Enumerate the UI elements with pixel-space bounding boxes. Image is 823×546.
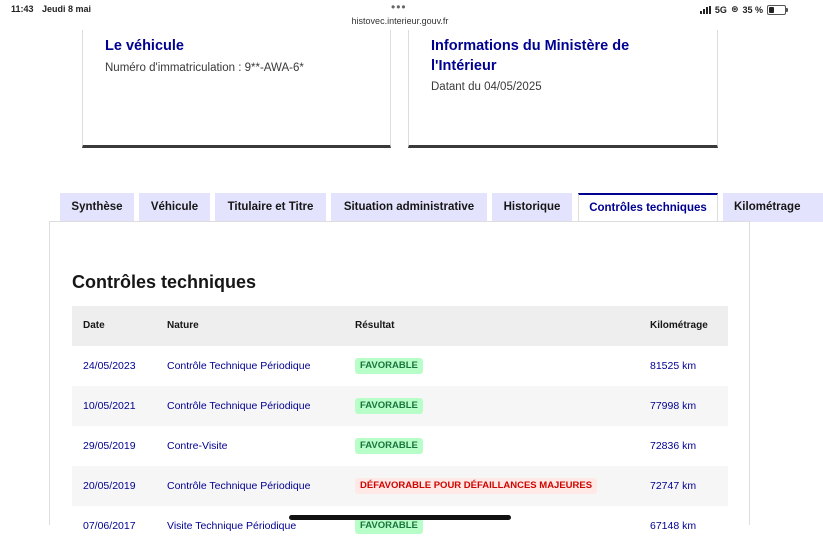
section-title: Contrôles techniques: [72, 272, 257, 292]
result-badge: DÉFAVORABLE POUR DÉFAILLANCES MAJEURES: [355, 478, 597, 494]
tab-controles-techniques[interactable]: Contrôles techniques: [578, 193, 718, 222]
technical-inspections-table: [72, 306, 728, 546]
tab-vehicule[interactable]: Véhicule: [139, 193, 210, 222]
result-badge: FAVORABLE: [355, 358, 423, 374]
url-bar[interactable]: histovec.interieur.gouv.fr: [351, 16, 449, 26]
table-row: [72, 386, 728, 426]
tab-historique[interactable]: Historique: [492, 193, 572, 222]
table-row: [72, 426, 728, 466]
column-header-date: Date: [83, 320, 105, 331]
row-mileage: 72836 km: [650, 440, 697, 452]
status-time: 11:43: [11, 4, 34, 14]
ministry-card-title[interactable]: Informations du Ministère de l'Intérieur: [431, 38, 630, 74]
row-nature: Contre-Visite: [167, 440, 228, 452]
row-nature: Contrôle Technique Périodique: [167, 480, 311, 492]
row-mileage: 67148 km: [650, 520, 697, 532]
row-date: 24/05/2023: [83, 360, 136, 372]
battery-fill: [769, 7, 774, 13]
cellular-signal-icon: [700, 6, 711, 14]
battery-icon: [767, 5, 786, 15]
network-type: 5G: [714, 4, 727, 15]
table-row: [72, 506, 728, 546]
registration-number: Numéro d'immatriculation : 9**-AWA-6*: [105, 62, 304, 74]
tab-synthese[interactable]: Synthèse: [60, 193, 134, 222]
result-badge: FAVORABLE: [355, 438, 423, 454]
table-row: [72, 466, 728, 506]
column-header-nature: Nature: [167, 320, 199, 331]
tab-titulaire[interactable]: Titulaire et Titre: [215, 193, 326, 222]
table-row: [72, 346, 728, 386]
ministry-card: [408, 30, 718, 148]
ministry-date: Datant du 04/05/2025: [431, 81, 542, 93]
status-indicators: [700, 4, 786, 15]
battery-percent: 35 %: [742, 4, 763, 15]
row-date: 29/05/2019: [83, 440, 136, 452]
row-date: 07/06/2017: [83, 520, 136, 532]
result-badge: FAVORABLE: [355, 398, 423, 414]
result-badge: FAVORABLE: [355, 518, 423, 534]
tab-situation-administrative[interactable]: Situation administrative: [331, 193, 487, 222]
row-nature: Contrôle Technique Périodique: [167, 400, 311, 412]
row-nature: Visite Technique Périodique: [167, 520, 297, 532]
vehicle-card-title[interactable]: Le véhicule: [105, 38, 184, 54]
orientation-lock-icon: ⊛: [730, 4, 739, 14]
row-mileage: 72747 km: [650, 480, 697, 492]
tab-list: [60, 193, 801, 222]
multitasking-dots-icon[interactable]: •••: [391, 0, 407, 14]
column-header-mileage: Kilométrage: [650, 320, 708, 331]
vehicle-card: [82, 30, 391, 148]
table-header: [72, 306, 728, 346]
status-date: Jeudi 8 mai: [42, 4, 92, 14]
column-header-result: Résultat: [355, 320, 395, 331]
tab-kilometrage[interactable]: Kilométrage: [723, 193, 823, 222]
status-bar: [0, 0, 800, 30]
home-indicator[interactable]: [289, 515, 511, 520]
row-date: 10/05/2021: [83, 400, 136, 412]
row-date: 20/05/2019: [83, 480, 136, 492]
row-nature: Contrôle Technique Périodique: [167, 360, 311, 372]
row-mileage: 77998 km: [650, 400, 697, 412]
row-mileage: 81525 km: [650, 360, 697, 372]
